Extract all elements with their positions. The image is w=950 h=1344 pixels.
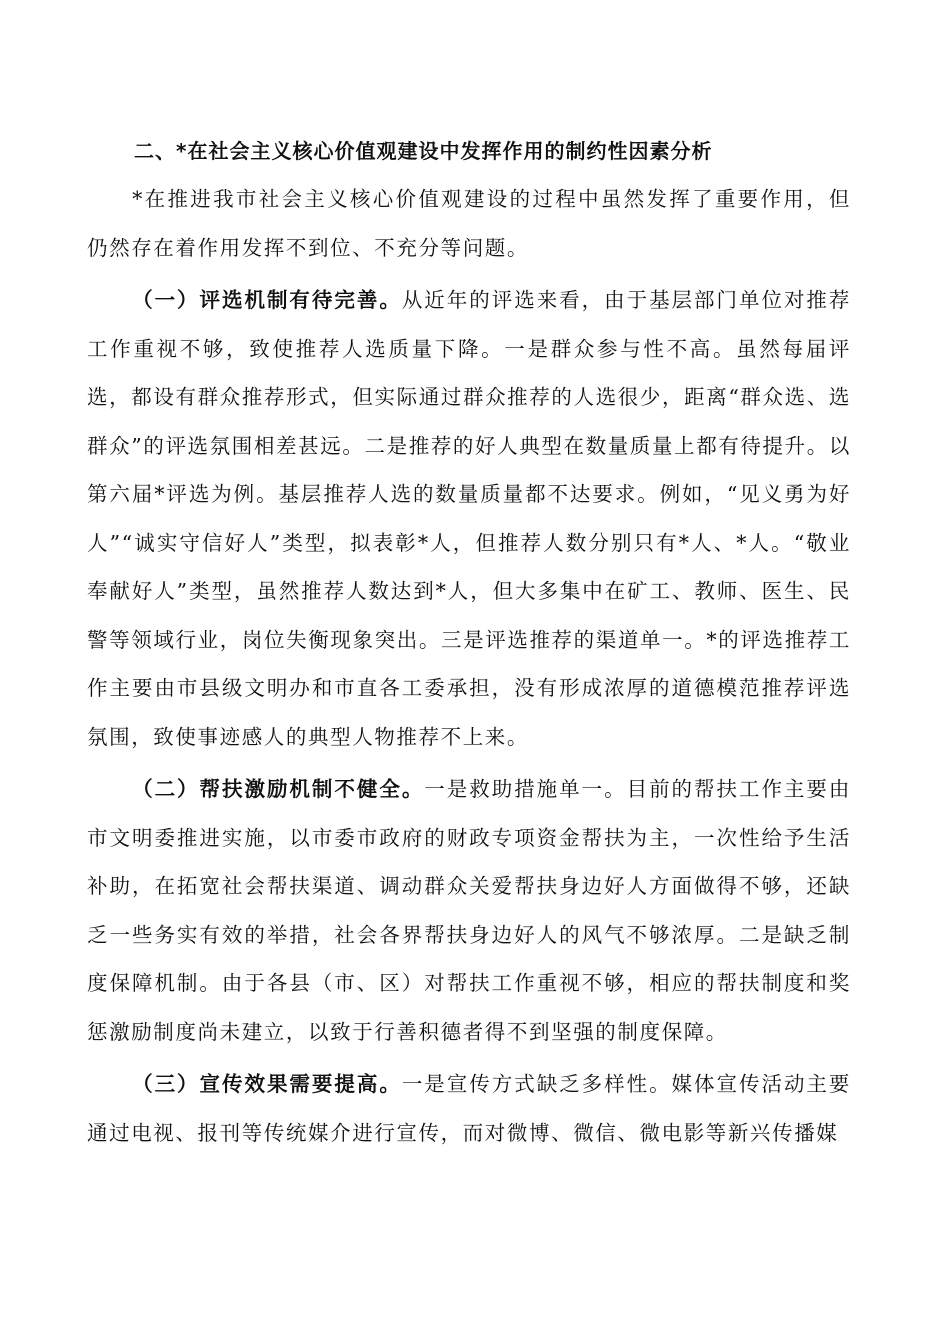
section-paragraph-3 bbox=[87, 1060, 851, 1157]
subsection-body-1: 从近年的评选来看，由于基层部门单位对推荐工作重视不够，致使推荐人选质量下降。一是群众参与性不高。虽然每届评选，都设有群众推荐形式，但实际通过群众推荐的人选很少，距离“群众选、选群众”的评选氛围相差甚远。二是推荐的好人典型在数量质量上都有待提升。以第六届*评选为例。基层推荐人选的数量质量都不达要求。例如，“见义勇为好人”“诚实守信好人”类型，拟表彰*人，但推荐人数分别只有*人、*人。“敬业奉献好人”类型，虽然推荐人数达到*人，但大多集中在矿工、教师、医生、民警等领域行业，岗位失衡现象突出。三是评选推荐的渠道单一。*的评选推荐工作主要由市县级文明办和市直各工委承担，没有形成浓厚的道德模范推荐评选氛围，致使事迹感人的典型人物推荐不上来。 bbox=[87, 288, 851, 749]
subsection-title-2: （二）帮扶激励机制不健全。 bbox=[132, 777, 425, 801]
section-paragraph-2 bbox=[87, 765, 851, 1056]
subsection-body-2: 一是救助措施单一。目前的帮扶工作主要由市文明委推进实施，以市委市政府的财政专项资金帮扶为主，一次性给予生活补助，在拓宽社会帮扶渠道、调动群众关爱帮扶身边好人方面做得不够，还缺乏一些务实有效的举措，社会各界帮扶身边好人的风气不够浓厚。二是缺乏制度保障机制。由于各县（市、区）对帮扶工作重视不够，相应的帮扶制度和奖惩激励制度尚未建立，以致于行善积德者得不到坚强的制度保障。 bbox=[87, 777, 851, 1044]
subsection-body-3: 一是宣传方式缺乏多样性。媒体宣传活动主要通过电视、报刊等传统媒介进行宣传，而对微博、微信、微电影等新兴传播媒 bbox=[87, 1072, 851, 1145]
intro-paragraph: *在推进我市社会主义核心价值观建设的过程中虽然发挥了重要作用，但仍然存在着作用发挥不到位、不充分等问题。 bbox=[87, 187, 851, 260]
document-page bbox=[87, 128, 851, 1157]
subsection-title-3: （三）宣传效果需要提高。 bbox=[132, 1072, 402, 1096]
section-heading: 二、*在社会主义核心价值观建设中发挥作用的制约性因素分析 bbox=[134, 139, 713, 163]
section-paragraph-1 bbox=[87, 276, 851, 761]
subsection-title-1: （一）评选机制有待完善。 bbox=[132, 288, 402, 312]
